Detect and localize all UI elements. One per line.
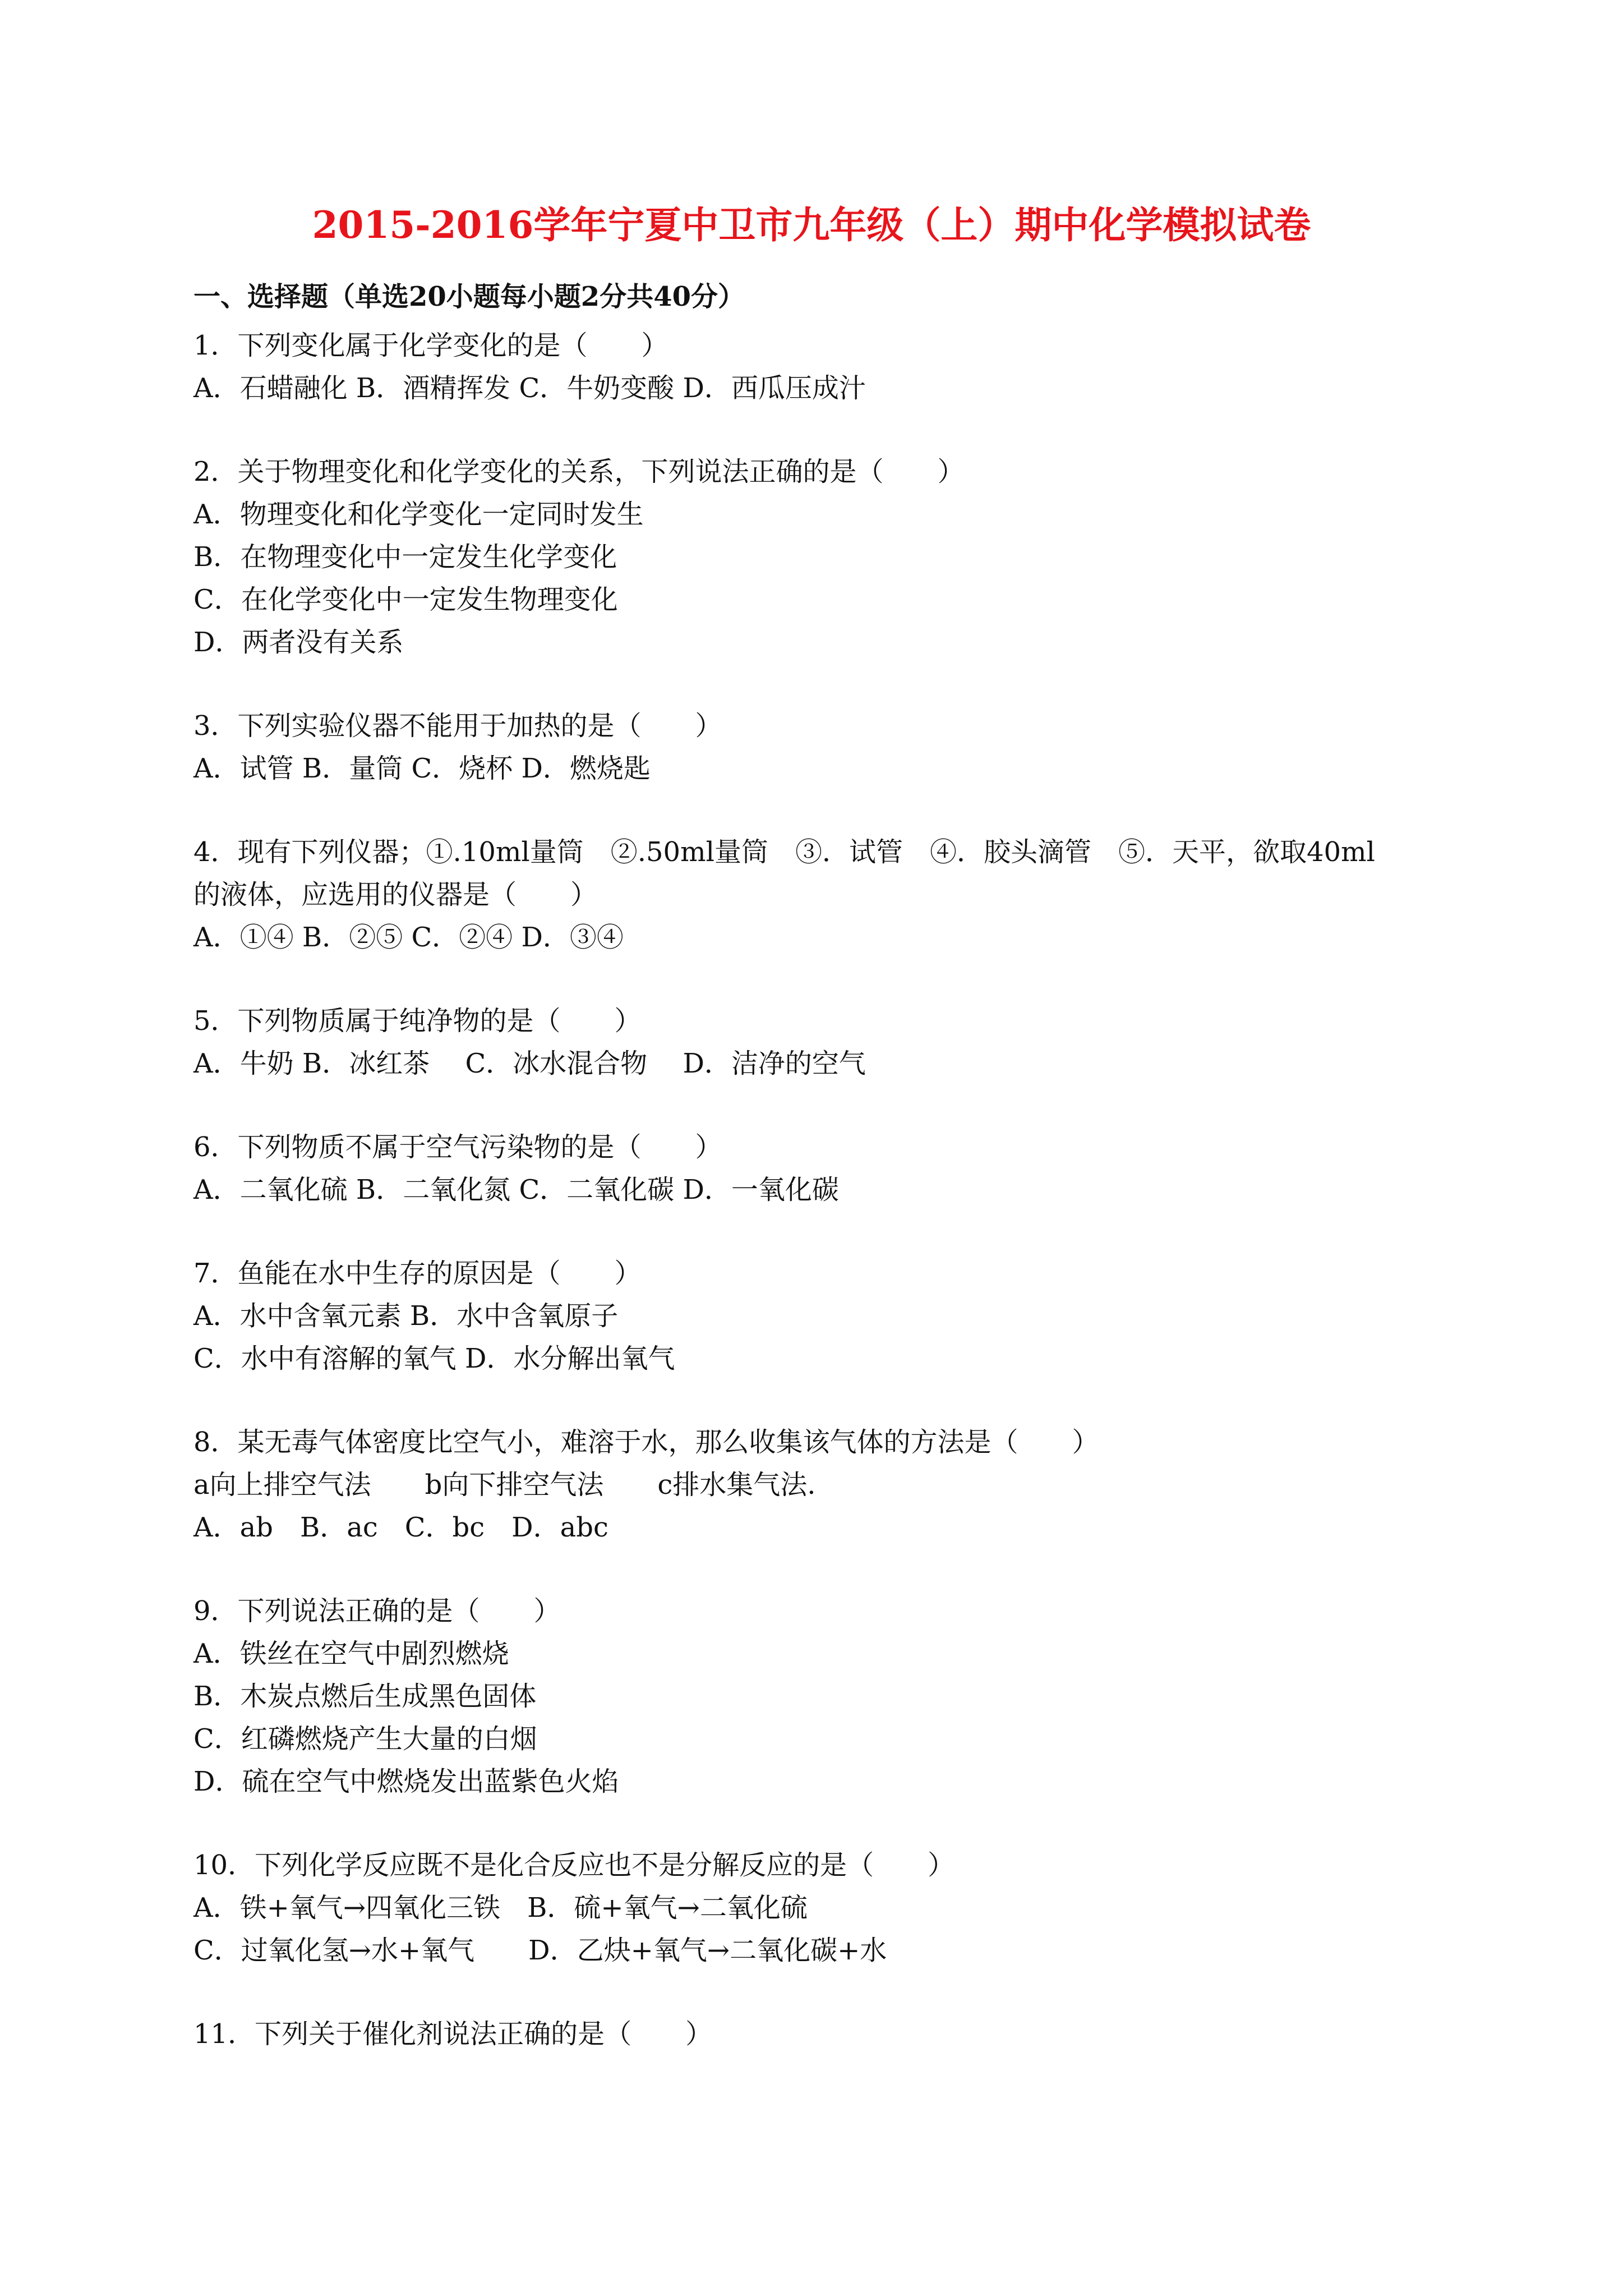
question-stem: 2．关于物理变化和化学变化的关系，下列说法正确的是（ ）	[193, 456, 965, 487]
question-line: D．硫在空气中燃烧发出蓝紫色火焰	[193, 1766, 619, 1797]
question-10	[193, 1844, 1461, 1972]
question-stem: 4．现有下列仪器；①.10ml量筒 ②.50ml量筒 ③．试管 ④．胶头滴管 ⑤．天平，欲取40ml	[193, 836, 1375, 868]
question-7	[193, 1252, 1461, 1380]
question-line: B．在物理变化中一定发生化学变化	[193, 541, 617, 573]
question-4	[193, 831, 1461, 959]
question-line: A．铁+氧气→四氧化三铁 B．硫+氧气→二氧化硫	[193, 1892, 808, 1924]
question-5	[193, 1000, 1461, 1085]
question-1	[193, 324, 1461, 409]
question-9	[193, 1590, 1461, 1803]
question-line: A．水中含氧元素 B．水中含氧原子	[193, 1300, 619, 1332]
question-line: B．木炭点燃后生成黑色固体	[193, 1681, 537, 1712]
question-line: A．①④ B．②⑤ C．②④ D．③④	[193, 922, 624, 953]
question-line: A．二氧化硫 B．二氧化氮 C．二氧化碳 D．一氧化碳	[193, 1174, 839, 1205]
question-8	[193, 1421, 1461, 1549]
question-line: A．试管 B．量筒 C．烧杯 D．燃烧匙	[193, 753, 651, 784]
question-stem: 7．鱼能在水中生存的原因是（ ）	[193, 1258, 642, 1289]
question-stem: 9．下列说法正确的是（ ）	[193, 1595, 561, 1627]
question-list	[193, 324, 1461, 2096]
question-line: D．两者没有关系	[193, 627, 404, 658]
page-title: 2015-2016学年宁夏中卫市九年级（上）期中化学模拟试卷	[312, 203, 1311, 247]
question-stem: 6．下列物质不属于空气污染物的是（ ）	[193, 1131, 722, 1163]
question-11	[193, 2013, 1461, 2055]
question-line: A．石蜡融化 B．酒精挥发 C．牛奶变酸 D．西瓜压成汁	[193, 372, 866, 404]
question-line: A．铁丝在空气中剧烈燃烧	[193, 1638, 509, 1669]
question-stem: 10．下列化学反应既不是化合反应也不是分解反应的是（ ）	[193, 1849, 955, 1881]
section-heading: 一、选择题（单选20小题每小题2分共40分）	[193, 281, 745, 312]
question-3	[193, 705, 1461, 790]
question-line: A．ab B．ac C．bc D．abc	[193, 1512, 608, 1543]
question-stem: 1．下列变化属于化学变化的是（ ）	[193, 330, 668, 361]
question-line: A．牛奶 B．冰红茶 C．冰水混合物 D．洁净的空气	[193, 1048, 866, 1079]
question-stem: 11．下列关于催化剂说法正确的是（ ）	[193, 2018, 713, 2050]
question-line: C．水中有溶解的氧气 D．水分解出氧气	[193, 1343, 675, 1374]
question-stem: 3．下列实验仪器不能用于加热的是（ ）	[193, 710, 722, 742]
question-stem: 5．下列物质属于纯净物的是（ ）	[193, 1005, 642, 1037]
question-line: C．在化学变化中一定发生物理变化	[193, 584, 618, 615]
question-2	[193, 450, 1461, 664]
question-line: C．过氧化氢→水+氧气 D．乙炔+氧气→二氧化碳+水	[193, 1935, 887, 1966]
question-line: A．物理变化和化学变化一定同时发生	[193, 499, 644, 530]
question-line: a向上排空气法 b向下排空气法 c排水集气法.	[193, 1469, 816, 1501]
question-6	[193, 1126, 1461, 1211]
question-line: C．红磷燃烧产生大量的白烟	[193, 1723, 537, 1755]
question-stem: 8．某无毒气体密度比空气小，难溶于水，那么收集该气体的方法是（ ）	[193, 1427, 1099, 1458]
question-line: 的液体，应选用的仪器是（ ）	[193, 879, 598, 910]
